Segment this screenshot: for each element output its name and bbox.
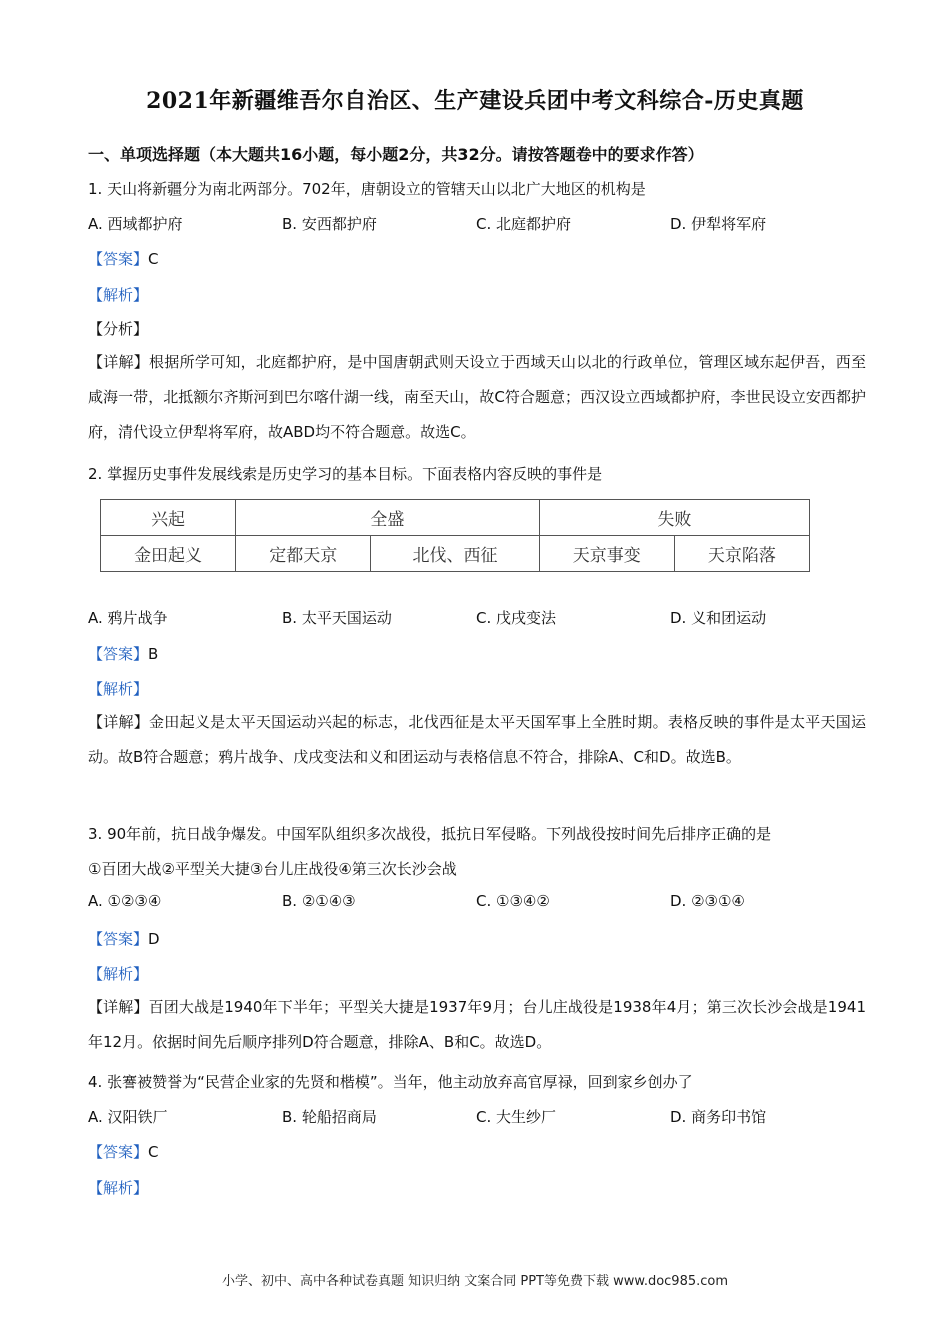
q2-answer-line — [88, 643, 158, 664]
table-header-rise: 兴起 — [101, 500, 236, 536]
q3-stem-items: ①百团大战②平型关大捷③台儿庄战役④第三次长沙会战 — [88, 860, 457, 878]
section-heading: 一、单项选择题（本大题共16小题，每小题2分，共32分。请按答题卷中的要求作答） — [88, 145, 704, 164]
detail-tag: 【详解】 — [88, 998, 149, 1016]
q1-detail-text: 根据所学可知，北庭都护府，是中国唐朝武则天设立于西域天山以北的行政单位，管理区域东起伊吾，西至咸海一带，北抵额尔齐斯河到巴尔喀什湖一线，南至天山，故C符合题意；西汉设立西域都护府，李世民设立安西都护府，清代设立伊犁将军府，故ABD均不符合题意。故选C。 — [88, 353, 866, 441]
q3-analysis-tag: 【解析】 — [88, 965, 149, 983]
answer-tag: 【答案】 — [88, 250, 149, 268]
answer-tag: 【答案】 — [88, 645, 149, 663]
q3-option-d: D. ②③①④ — [670, 892, 745, 910]
q3-answer-line — [88, 928, 160, 949]
q1-answer: C — [148, 250, 159, 268]
answer-tag: 【答案】 — [88, 930, 149, 948]
table-cell: 天京事变 — [539, 536, 674, 572]
q2-option-a: A. 鸦片战争 — [88, 609, 168, 627]
q1-detail — [88, 345, 866, 450]
q2-detail-text: 金田起义是太平天国运动兴起的标志，北伐西征是太平天国军事上全胜时期。表格反映的事件是太平天国运动。故B符合题意；鸦片战争、戊戌变法和义和团运动与表格信息不符合，排除A、C和D。故选B。 — [88, 713, 866, 766]
page-footer: 小学、初中、高中各种试卷真题 知识归纳 文案合同 PPT等免费下载 www.doc985.com — [221, 1274, 729, 1289]
q1-option-b: B. 安西都护府 — [282, 215, 377, 233]
q1-fenxi-tag: 【分析】 — [88, 320, 149, 338]
q4-option-c: C. 大生纱厂 — [476, 1108, 557, 1126]
detail-tag: 【详解】 — [88, 713, 150, 731]
q3-option-b: B. ②①④③ — [282, 892, 356, 910]
table-header-peak: 全盛 — [236, 500, 540, 536]
q4-stem: 4. 张謇被赞誉为“民营企业家的先贤和楷模”。当年，他主动放弃高官厚禄，回到家乡创办了 — [88, 1073, 693, 1091]
q3-stem: 3. 90年前，抗日战争爆发。中国军队组织多次战役，抵抗日军侵略。下列战役按时间先后排序正确的是 — [88, 825, 772, 843]
q1-option-a: A. 西域都护府 — [88, 215, 183, 233]
table-cell: 定都天京 — [236, 536, 371, 572]
q4-option-a: A. 汉阳铁厂 — [88, 1108, 168, 1126]
page-title: 2021年新疆维吾尔自治区、生产建设兵团中考文科综合-历史真题 — [146, 88, 804, 114]
detail-tag: 【详解】 — [88, 353, 150, 371]
q3-detail-text: 百团大战是1940年下半年；平型关大捷是1937年9月；台儿庄战役是1938年4月；第三次长沙会战是1941年12月。依据时间先后顺序排列D符合题意，排除A、B和C。故选D。 — [88, 998, 866, 1051]
q4-option-d: D. 商务印书馆 — [670, 1108, 767, 1126]
q2-option-d: D. 义和团运动 — [670, 609, 767, 627]
q3-option-a: A. ①②③④ — [88, 892, 162, 910]
q2-analysis-tag: 【解析】 — [88, 680, 149, 698]
q2-detail — [88, 705, 866, 775]
table-cell: 北伐、西征 — [371, 536, 539, 572]
q1-stem: 1. 天山将新疆分为南北两部分。702年，唐朝设立的管辖天山以北广大地区的机构是 — [88, 180, 646, 198]
q2-answer: B — [148, 645, 159, 663]
q1-answer-line — [88, 248, 159, 269]
table-cell: 金田起义 — [101, 536, 236, 572]
answer-tag: 【答案】 — [88, 1143, 149, 1161]
q1-analysis-tag: 【解析】 — [88, 286, 149, 304]
q4-answer-line — [88, 1141, 159, 1162]
q3-option-c: C. ①③④② — [476, 892, 550, 910]
q1-option-d: D. 伊犁将军府 — [670, 215, 767, 233]
event-table — [100, 499, 810, 572]
q4-analysis-tag: 【解析】 — [88, 1179, 149, 1197]
table-header-fail: 失败 — [539, 500, 809, 536]
q2-option-c: C. 戊戌变法 — [476, 609, 557, 627]
q3-detail — [88, 990, 866, 1060]
q1-option-c: C. 北庭都护府 — [476, 215, 572, 233]
table-cell: 天京陷落 — [674, 536, 809, 572]
q3-answer: D — [148, 930, 160, 948]
q2-stem: 2. 掌握历史事件发展线索是历史学习的基本目标。下面表格内容反映的事件是 — [88, 465, 603, 483]
q4-answer: C — [148, 1143, 159, 1161]
q4-option-b: B. 轮船招商局 — [282, 1108, 377, 1126]
q2-option-b: B. 太平天国运动 — [282, 609, 392, 627]
